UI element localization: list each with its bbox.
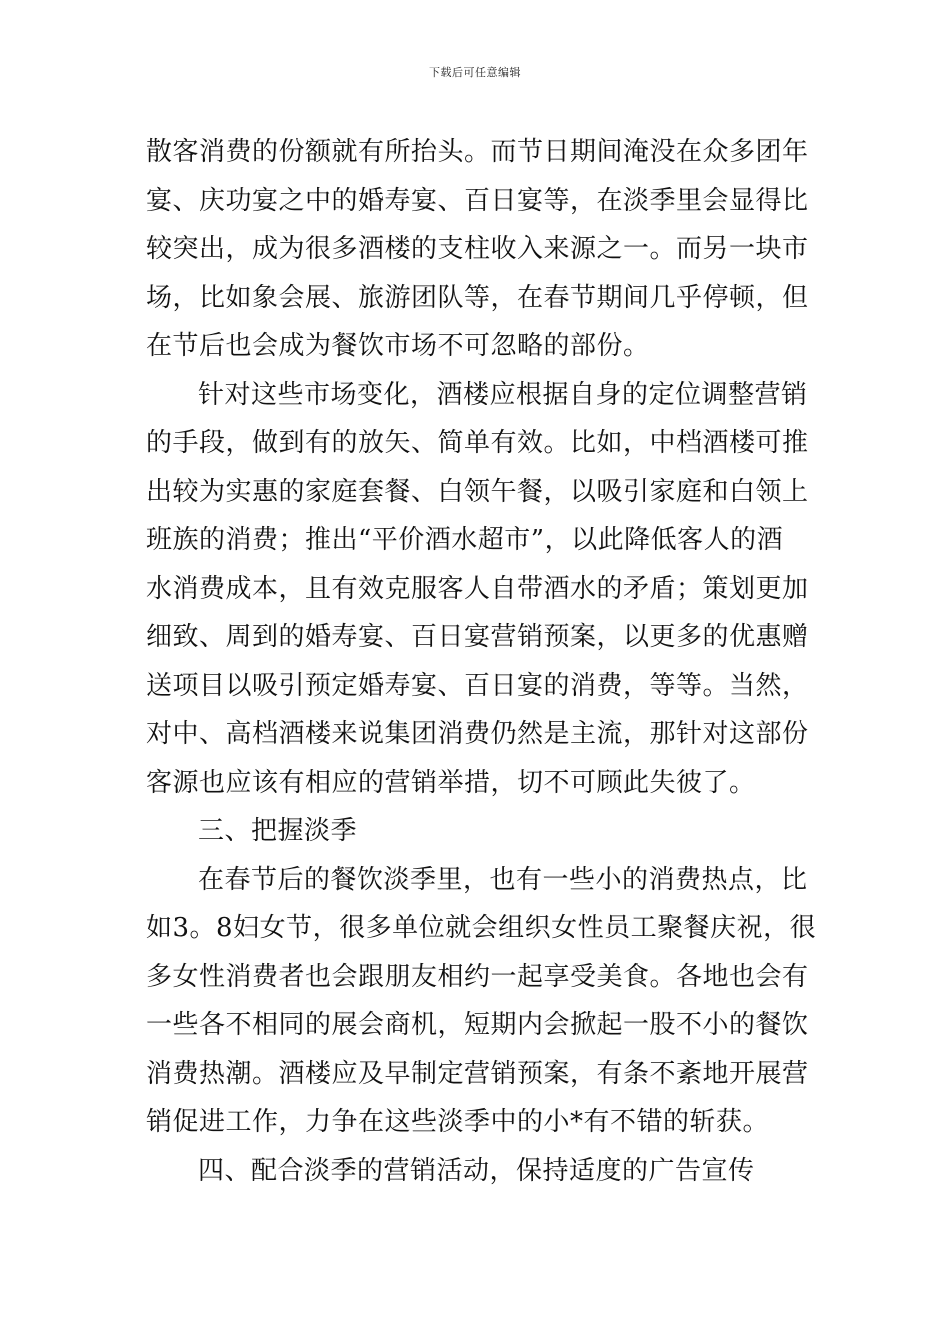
text-line: 消费热潮。酒楼应及早制定营销预案，有条不紊地开展营 [146,1058,809,1089]
text-line: 宴、庆功宴之中的婚寿宴、百日宴等，在淡季里会显得比 [146,185,809,216]
section-heading: 三、把握淡季 [198,816,358,846]
text-line: 的手段，做到有的放矢、简单有效。比如，中档酒楼可推 [146,428,809,458]
text-line: 班族的消费；推出“平价酒水超市”，以此降低客人的酒 [146,525,784,555]
text-line: 对中、高档酒楼来说集团消费仍然是主流，那针对这部份 [146,719,809,749]
text-line: 如3。8妇女节，很多单位就会组织女性员工聚餐庆祝，很 [146,913,817,943]
text-line: 场，比如象会展、旅游团队等，在春节期间几乎停顿，但 [146,282,809,313]
text-line: 在春节后的餐饮淡季里，也有一些小的消费热点，比 [198,864,808,895]
text-line: 针对这些市场变化，酒楼应根据自身的定位调整营销 [198,379,808,410]
text-line: 散客消费的份额就有所抬头。而节日期间淹没在众多团年 [146,137,809,167]
text-line: 出较为实惠的家庭套餐、白领午餐，以吸引家庭和白领上 [146,476,809,507]
text-line: 细致、周到的婚寿宴、百日宴营销预案，以更多的优惠赠 [146,622,809,652]
text-line: 多女性消费者也会跟朋友相约一起享受美食。各地也会有 [146,961,809,992]
text-line: 水消费成本，且有效克服客人自带酒水的矛盾；策划更加 [146,573,809,604]
text-line: 在节后也会成为餐饮市场不可忽略的部份。 [146,331,650,361]
text-line: 一些各不相同的展会商机，短期内会掀起一股不小的餐饮 [146,1010,809,1040]
text-line: 客源也应该有相应的营销举措，切不可顾此失彼了。 [146,767,756,798]
section-heading: 四、配合淡季的营销活动，保持适度的广告宣传 [198,1155,755,1186]
page-header: 下载后可任意编辑 [429,66,521,79]
document-body [146,128,817,1195]
text-line: 较突出，成为很多酒楼的支柱收入来源之一。而另一块市 [146,234,809,264]
text-line: 送项目以吸引预定婚寿宴、百日宴的消费，等等。当然， [146,670,809,701]
text-line: 销促进工作，力争在这些淡季中的小*有不错的斩获。 [146,1107,770,1137]
